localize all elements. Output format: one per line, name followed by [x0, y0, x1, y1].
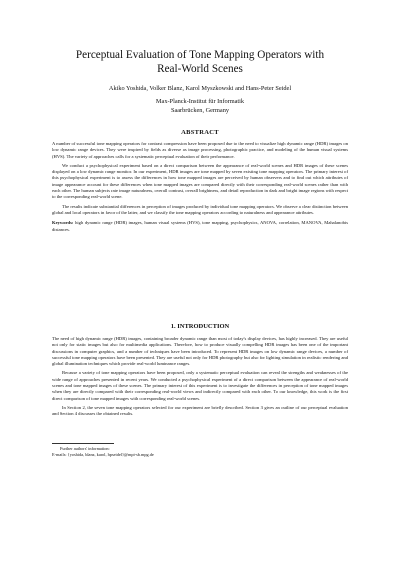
body-paragraph: The need of high dynamic range (HDR) images, containing broader dynamic range than most of today's display devices, has highly increased. They are useful not only for static images but also for multimedia applications. Therefore, how to produce visually compelling HDR images has been one of the important discussions in computer graphics, and a number of techniques have been introduced. To represent HDR images on low dynamic range devices, a number of successful tone mapping operators have been presented. They are useful not only for HDR photography but also for lighting simulation in realistic rendering and global illumination techniques which provide real-world luminance ranges.: [52, 336, 348, 367]
affiliation-city: Saarbrücken, Germany: [170, 107, 230, 114]
abstract-paragraph: We conduct a psychophysical experiment based on a direct comparison between the appearance of real-world scenes and HDR images of these scenes displayed on a low dynamic range monitor. In our experiment, HDR images are tone mapped by seven existing tone mapping operators. The primary interest of this psychophysical experiment is to assess the differences in how tone mapped images are perceived by human observers and to find out which attributes of image appearance account for these differences when tone mapped images are compared directly with their corresponding real-world scenes rather than with each other. The human subjects rate image naturalness, overall contrast, overall brightness, and detail reproduction in dark and bright image regions with respect to the corresponding real-world scene.: [52, 162, 348, 200]
keywords: [52, 220, 348, 233]
body-paragraph: In Section 2, the seven tone mapping operators selected for our experiment are briefly described. Section 3 gives an outline of our perceptual evaluation and Section 4 discusses the obtained results.: [52, 404, 348, 417]
paper-title: [40, 48, 360, 76]
abstract-heading: ABSTRACT: [181, 129, 219, 136]
footnote-emails: E-mails: {yoshida, blanz, karol, hpseidel}@mpi-sb.mpg.de: [52, 452, 154, 457]
section-heading-introduction: 1. INTRODUCTION: [170, 323, 230, 330]
title-line-2: Real-World Scenes: [157, 63, 243, 75]
footnote-rule: [52, 443, 114, 444]
keywords-text: high dynamic range (HDR) images, human visual systems (HVS), tone mapping, psychophysics, ANOVA, correlation, MANOVA, Mahalanobis distances.: [52, 220, 348, 232]
author-list: Akiko Yoshida, Volker Blanz, Karol Myszkowski and Hans-Peter Seidel: [108, 85, 292, 92]
body-paragraph: Because a variety of tone mapping operators have been proposed, only a systematic perceptual evaluation can reveal the strengths and weaknesses of the wide range of approaches presented in recent years. We conducted a psychophysical experiment of a direct comparison between the appearance of real-world scenes and tone mapped images of these scenes. The primary interest of this experiment is to investigate the differences in perception of tone mapped images when they are directly compared with their corresponding real-world views and indirectly compared with each other. To our knowledge, this work is the first direct comparison of tone mapped images with corresponding real-world scenes.: [52, 370, 348, 401]
footnote: [52, 446, 348, 458]
abstract-paragraph: The results indicate substantial differences in perception of images produced by individual tone mapping operators. We observe a clear distinction between global and local operators in favor of the latter, and we classify the tone mapping operators according to naturalness and appearance attributes.: [52, 203, 348, 215]
keywords-label: Keywords:: [52, 220, 74, 226]
abstract-body: [52, 141, 348, 233]
footnote-label: Further authors' information:: [60, 446, 110, 451]
affiliation: [40, 97, 360, 115]
affiliation-institute: Max-Planck-Institut für Informatik: [155, 98, 245, 105]
introduction-body: [52, 336, 348, 418]
abstract-paragraph: A number of successful tone mapping operators for contrast compression have been proposed due to the need to visualize high dynamic range (HDR) images on low dynamic range devices. They were inspired by fields as diverse as image processing, photographic practice, and modeling of the human visual systems (HVS). The variety of approaches calls for a systematic perceptual evaluation of their performance.: [52, 141, 348, 159]
title-line-1: Perceptual Evaluation of Tone Mapping Operators with: [75, 49, 325, 61]
